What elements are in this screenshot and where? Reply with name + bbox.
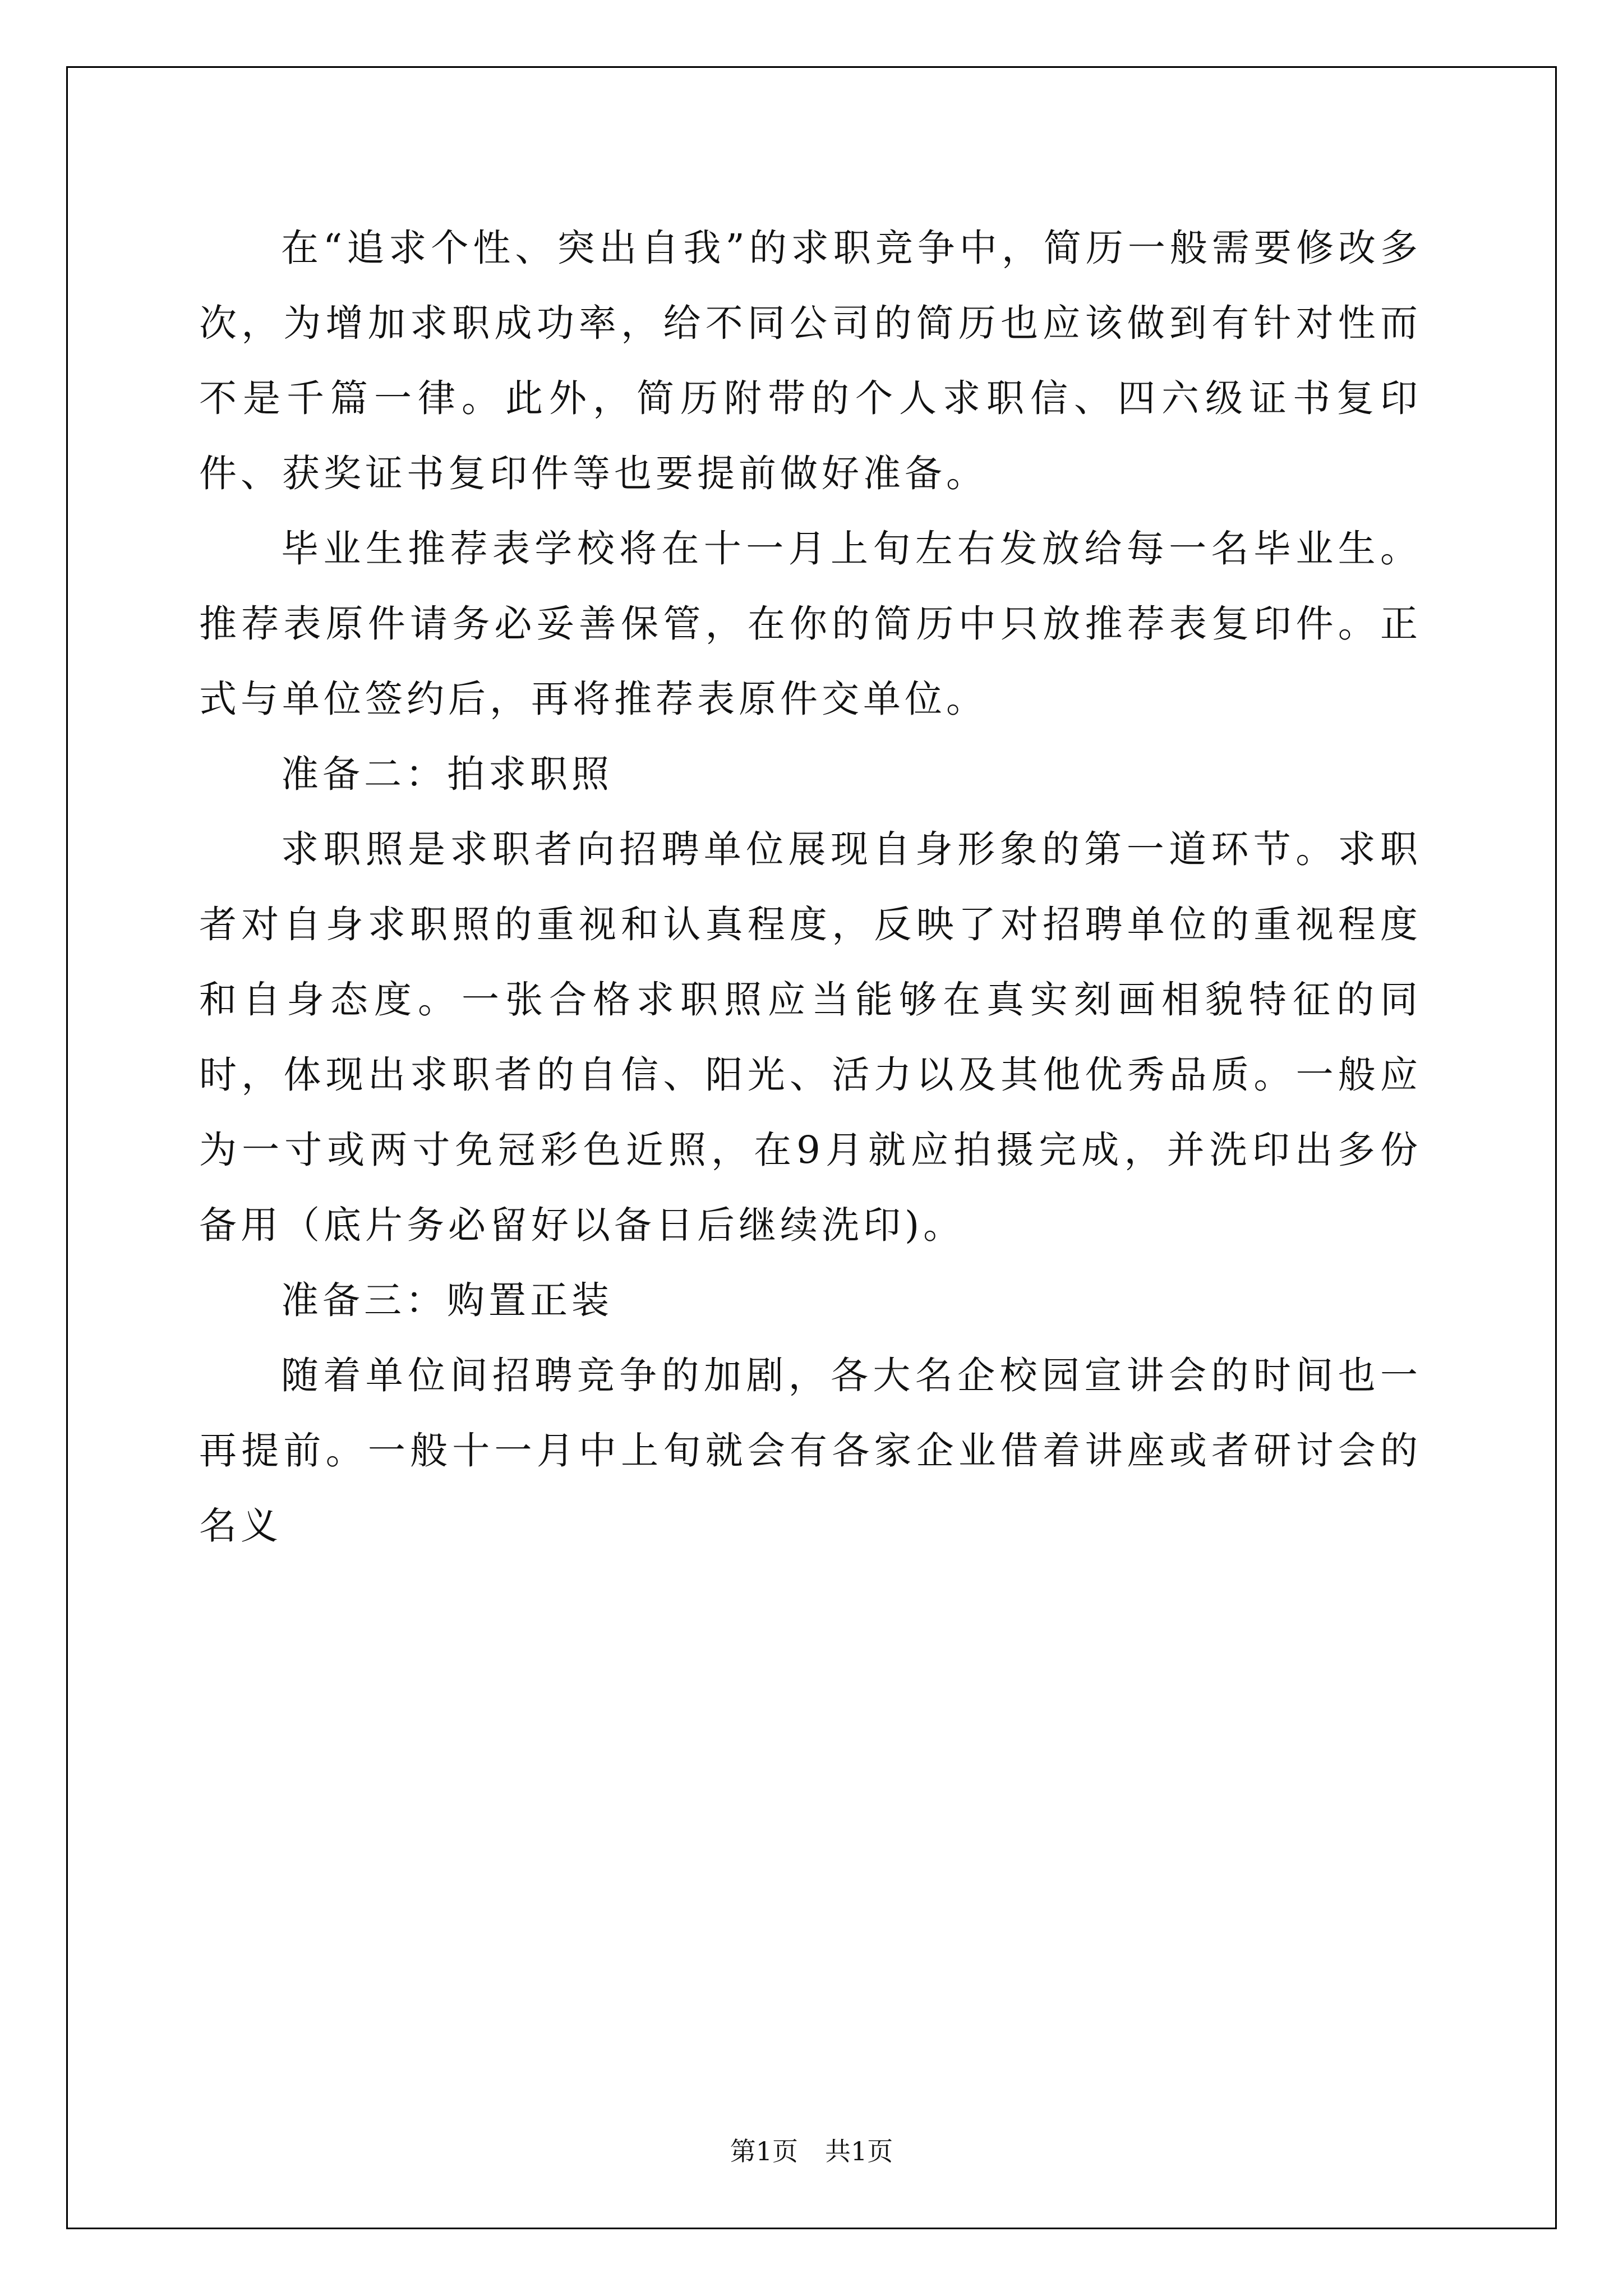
page-total: 共1页 — [825, 2136, 893, 2166]
page-number: 第1页 — [730, 2136, 798, 2166]
document-body — [199, 210, 1422, 1563]
paragraph-job-photo: 求职照是求职者向招聘单位展现自身形象的第一道环节。求职者对自身求职照的重视和认真程度，反映了对招聘单位的重视程度和自身态度。一张合格求职照应当能够在真实刻画相貌特征的同时，体现出求职者的自信、阳光、活力以及其他优秀品质。一般应为一寸或两寸免冠彩色近照，在9月就应拍摄完成，并洗印出多份备用（底片务必留好以备日后继续洗印)。 — [199, 827, 1422, 1247]
heading-prep-two: 准备二：拍求职照 — [281, 752, 613, 796]
heading-prep-three: 准备三：购置正装 — [281, 1278, 613, 1322]
paragraph-resume: 在“追求个性、突出自我”的求职竞争中，简历一般需要修改多次，为增加求职成功率，给不同公司的简历也应该做到有针对性而不是千篇一律。此外，简历附带的个人求职信、四六级证书复印件、获奖证书复印件等也要提前做好准备。 — [199, 226, 1422, 495]
paragraph-formal-wear: 随着单位间招聘竞争的加剧，各大名企校园宣讲会的时间也一再提前。一般十一月中上旬就会有各家企业借着讲座或者研讨会的名义 — [199, 1354, 1422, 1548]
page-footer — [0, 2134, 1623, 2168]
paragraph-recommendation-form: 毕业生推荐表学校将在十一月上旬左右发放给每一名毕业生。推荐表原件请务必妥善保管，在你的简历中只放推荐表复印件。正式与单位签约后，再将推荐表原件交单位。 — [199, 527, 1422, 721]
